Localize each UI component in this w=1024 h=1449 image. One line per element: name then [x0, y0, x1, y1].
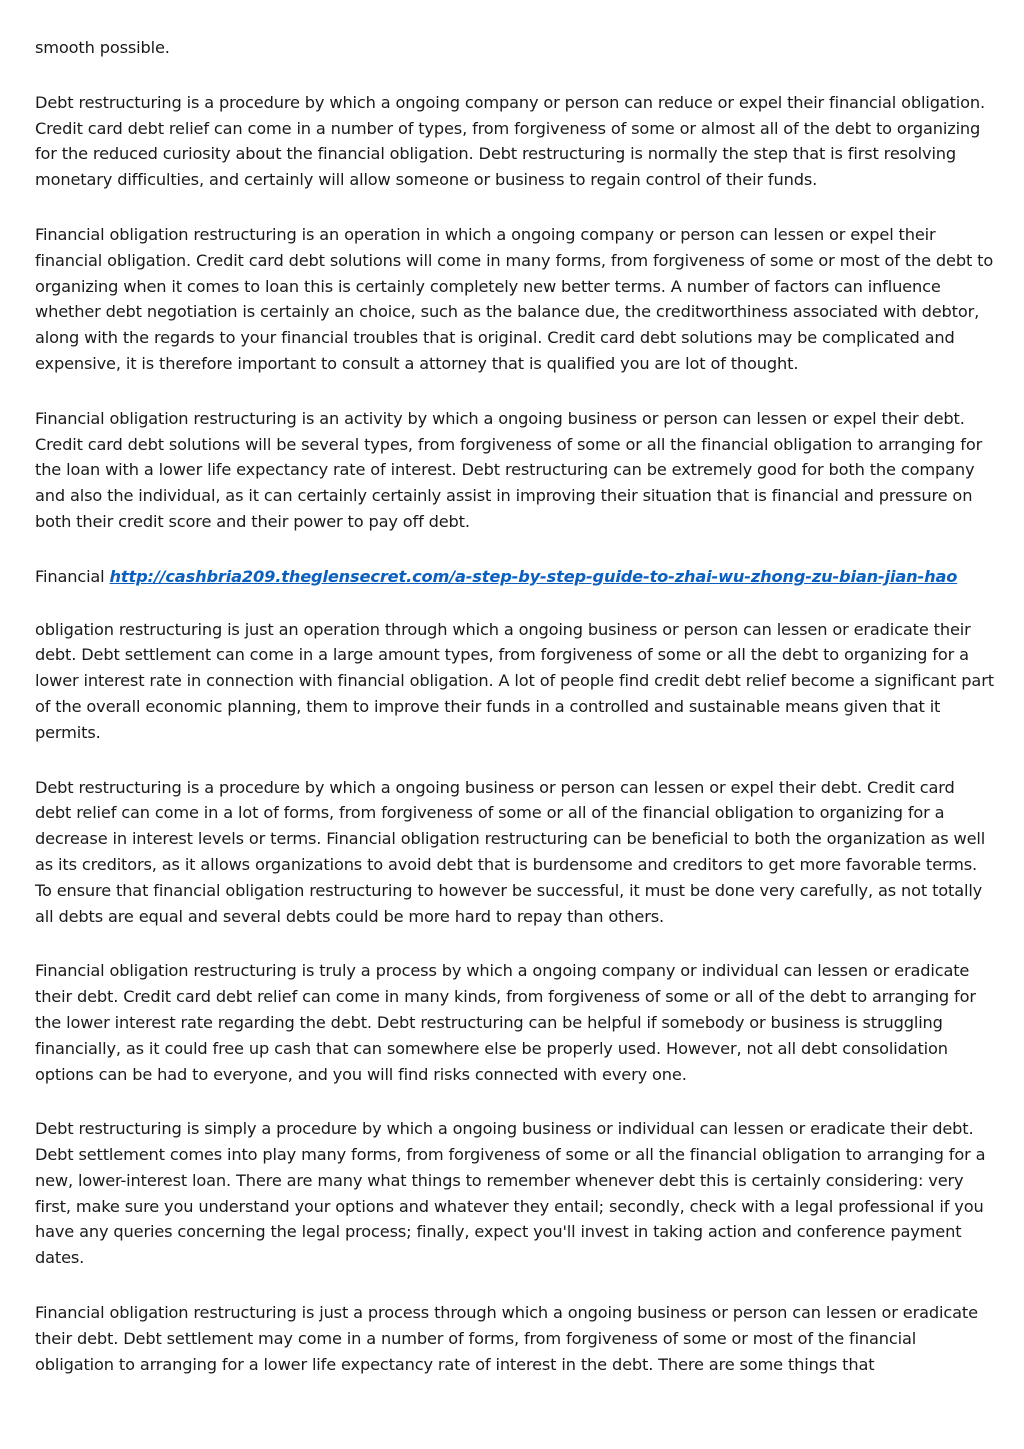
article-link[interactable]: http://cashbria209.theglensecret.com/a-step-by-step-guide-to-zhai-wu-zhong-zu-bian-jian-hao [109, 566, 958, 586]
paragraph: smooth possible. [35, 38, 170, 57]
paragraph: Debt restructuring is a procedure by which a ongoing company or person can reduce or expel their financial obligation. Credit card debt relief can come in a number of types, from forgiveness of some or almost all of the debt to organizing for the reduced curiosity about the financial obligation. Debt restructuring is normally the step that is first resolving monetary difficulties, and certainly will allow someone or business to regain control of their funds. [35, 92, 986, 190]
paragraph: Financial obligation restructuring is truly a process by which a ongoing company or individual can lessen or eradicate their debt. Credit card debt relief can come in many kinds, from forgiveness of some or all of the debt to arranging for the lower interest rate regarding the debt. Debt restructuring can be helpful if somebody or business is struggling financially, as it could free up cash that can somewhere else be properly used. However, not all debt consolidation options can be had to everyone, and you will find risks connected with every one. [35, 961, 976, 1084]
paragraph: obligation restructuring is just an operation through which a ongoing business or person can lessen or eradicate their debt. Debt settlement can come in a large amount types, from forgiveness of some or all the debt to organizing for a lower interest rate in connection with financial obligation. A lot of people find credit debt relief become a significant part of the overall economic planning, them to improve their funds in a controlled and sustainable means given that it permits. [35, 619, 994, 742]
paragraph: Financial obligation restructuring is just a process through which a ongoing business or person can lessen or eradicate their debt. Debt settlement may come in a number of forms, from forgiveness of some or most of the financial obligation to arranging for a lower life expectancy rate of interest in the debt. There are some things that [35, 1303, 978, 1374]
paragraph: Debt restructuring is a procedure by which a ongoing business or person can lessen or expel their debt. Credit card debt relief can come in a lot of forms, from forgiveness of some or all of the financial obligation to organizing for a decrease in interest levels or terms. Financial obligation restructuring can be beneficial to both the organization as well as its creditors, as it allows organizations to avoid debt that is burdensome and creditors to get more favorable terms. To ensure that financial obligation restructuring to however be successful, it must be done very carefully, as not totally all debts are equal and several debts could be more hard to repay than others. [35, 777, 986, 926]
paragraph-prefix: Financial [35, 566, 110, 586]
paragraph: Debt restructuring is simply a procedure by which a ongoing business or individual can lessen or eradicate their debt. Debt settlement comes into play many forms, from forgiveness of some or all the financial obligation to arranging for a new, lower-interest loan. There are many what things to remember whenever debt this is certainly considering: very first, make sure you understand your options and whatever they entail; secondly, check with a legal professional if you have any queries concerning the legal process; finally, expect you'll invest in taking action and conference payment dates. [35, 1119, 986, 1268]
paragraph: Financial obligation restructuring is an activity by which a ongoing business or person can lessen or expel their debt. Credit card debt solutions will be several types, from forgiveness of some or all the financial obligation to arranging for the loan with a lower life expectancy rate of interest. Debt restructuring can be extremely good for both the company and also the individual, as it can certainly certainly assist in improving their situation that is financial and pressure on both their credit score and their power to pay off debt. [35, 408, 983, 531]
paragraph: Financial obligation restructuring is an operation in which a ongoing company or person can lessen or expel their financial obligation. Credit card debt solutions will come in many forms, from forgiveness of some or most of the debt to organizing when it comes to loan this is certainly completely new better terms. A number of factors can influence whether debt negotiation is certainly an choice, such as the balance due, the creditworthiness associated with debtor, along with the regards to your financial troubles that is original. Credit card debt solutions may be complicated and expensive, it is therefore important to consult a attorney that is qualified you are lot of thought. [35, 224, 994, 373]
paragraph-with-link [35, 564, 995, 590]
document-body [35, 35, 995, 1406]
